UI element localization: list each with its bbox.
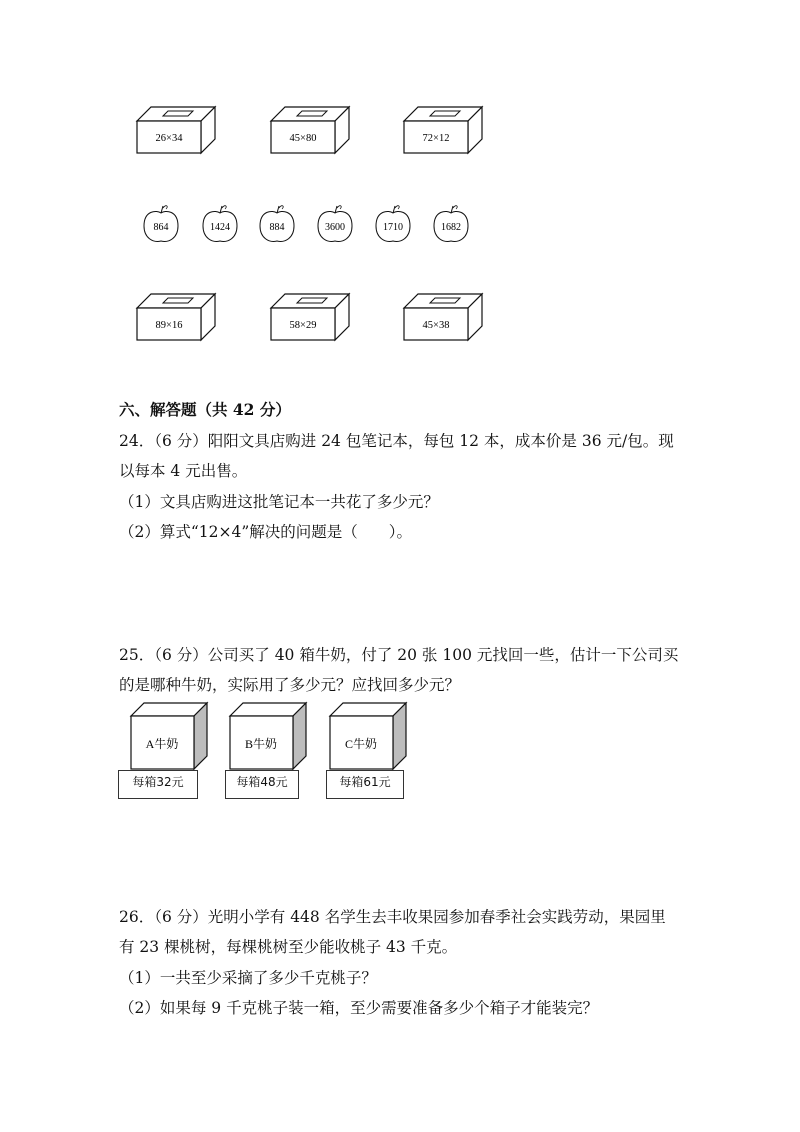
apple: [318, 206, 352, 242]
tissue-box: [271, 107, 349, 153]
q24-sub1: （1）文具店购进这批笔记本一共花了多少元？: [119, 493, 439, 511]
apple-number: 1682: [441, 222, 461, 233]
milk-box: [230, 703, 306, 769]
milk-name: A牛奶: [145, 737, 179, 751]
apple-number: 1710: [383, 222, 403, 233]
q26-line2: 有 23 棵桃树，每棵桃树至少能收桃子 43 千克。: [119, 938, 458, 956]
box-label: 45×80: [289, 133, 317, 144]
tissue-box: [137, 107, 215, 153]
apple: [203, 206, 237, 242]
apple: [260, 206, 294, 242]
q24-line2: 以每本 4 元出售。: [119, 462, 248, 480]
apple: [434, 206, 468, 242]
milk-boxes: [0, 690, 800, 780]
tissue-box: [137, 294, 215, 340]
apple-number: 884: [269, 222, 285, 233]
box-label: 26×34: [155, 133, 183, 144]
milk-name: B牛奶: [244, 737, 278, 751]
apple-number: 3600: [325, 222, 345, 233]
box-label: 72×12: [422, 133, 450, 144]
milk-name: C牛奶: [344, 737, 378, 751]
apple: [376, 206, 410, 242]
box-label: 58×29: [289, 320, 317, 331]
milk-box: [330, 703, 406, 769]
milk-price-b: 每箱48元: [225, 770, 299, 799]
apple-number: 864: [153, 222, 169, 233]
q24-line1: 24．（6 分）阳阳文具店购进 24 包笔记本，每包 12 本，成本价是 36 元/包。现: [119, 432, 674, 450]
q26-line1: 26．（6 分）光明小学有 448 名学生去丰收果园参加春季社会实践劳动，果园里: [119, 908, 666, 926]
q26-sub1: （1）一共至少采摘了多少千克桃子？: [119, 969, 377, 987]
box-label: 89×16: [155, 320, 183, 331]
q25-line1: 25．（6 分）公司买了 40 箱牛奶，付了 20 张 100 元找回一些，估计一下公司买: [119, 646, 679, 664]
q24-sub2: （2）算式“12×4”解决的问题是（ ）。: [119, 523, 413, 541]
tissue-box: [271, 294, 349, 340]
section-title: 六、解答题（共 42 分）: [119, 400, 291, 419]
milk-price-a: 每箱32元: [118, 770, 198, 799]
milk-box: [131, 703, 207, 769]
apple: [144, 206, 178, 242]
tissue-box: [404, 294, 482, 340]
apple-number: 1424: [210, 222, 230, 233]
q25-line2: 的是哪种牛奶，实际用了多少元？应找回多少元？: [119, 676, 461, 694]
q26-sub2: （2）如果每 9 千克桃子装一箱，至少需要准备多少个箱子才能装完？: [119, 999, 599, 1017]
boxes-top-row: [0, 0, 800, 400]
milk-price-c: 每箱61元: [326, 770, 404, 799]
box-label: 45×38: [422, 320, 450, 331]
tissue-box: [404, 107, 482, 153]
